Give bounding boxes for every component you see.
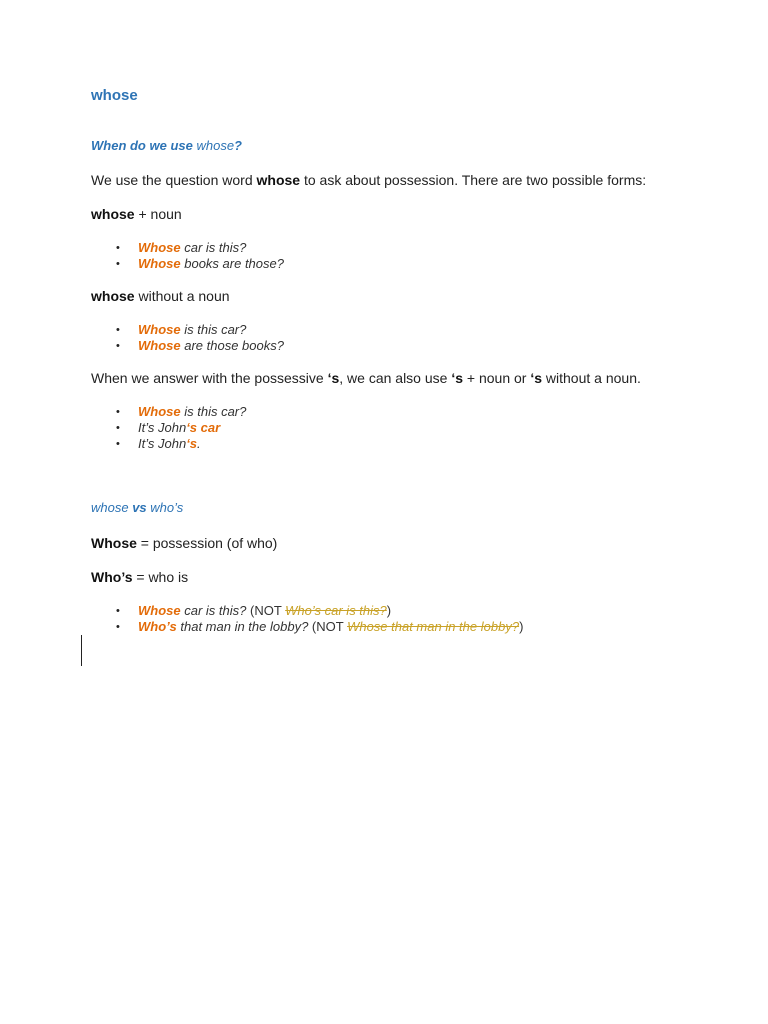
form1-label: whose + noun [91,206,182,222]
comparison-example-list [91,603,681,635]
list-item: • Whose car is this? (NOT Who’s car is this?) [138,603,681,619]
possessive-example-list [91,404,681,452]
definition-whose: Whose = possession (of who) [91,535,278,551]
list-item: • Who’s that man in the lobby? (NOT Whose that man in the lobby?) [138,619,681,635]
definition-whos: Who’s = who is [91,569,189,585]
list-item: • Whose books are those? [138,256,681,272]
list-item: • Whose car is this? [138,240,681,256]
form2-label: whose without a noun [91,288,230,304]
form1-example-list [91,240,681,272]
list-item: • Whose is this car? [138,322,681,338]
list-item: • Whose are those books? [138,338,681,354]
page-title: whose [91,87,138,104]
possessive-paragraph: When we answer with the possessive ‘s, we can also use ‘s + noun or ‘s without a noun. [91,370,641,386]
list-item: • Whose is this car? [138,404,681,420]
section-heading-vs: whose vs who’s [91,500,184,515]
section-heading-when: When do we use whose? [91,138,242,153]
text-cursor [81,635,82,666]
list-item: • It’s John‘s car [138,420,681,436]
document-page [91,86,681,651]
list-item: • It’s John‘s. [138,436,681,452]
intro-paragraph: We use the question word whose to ask about possession. There are two possible forms: [91,172,647,188]
form2-example-list [91,322,681,354]
